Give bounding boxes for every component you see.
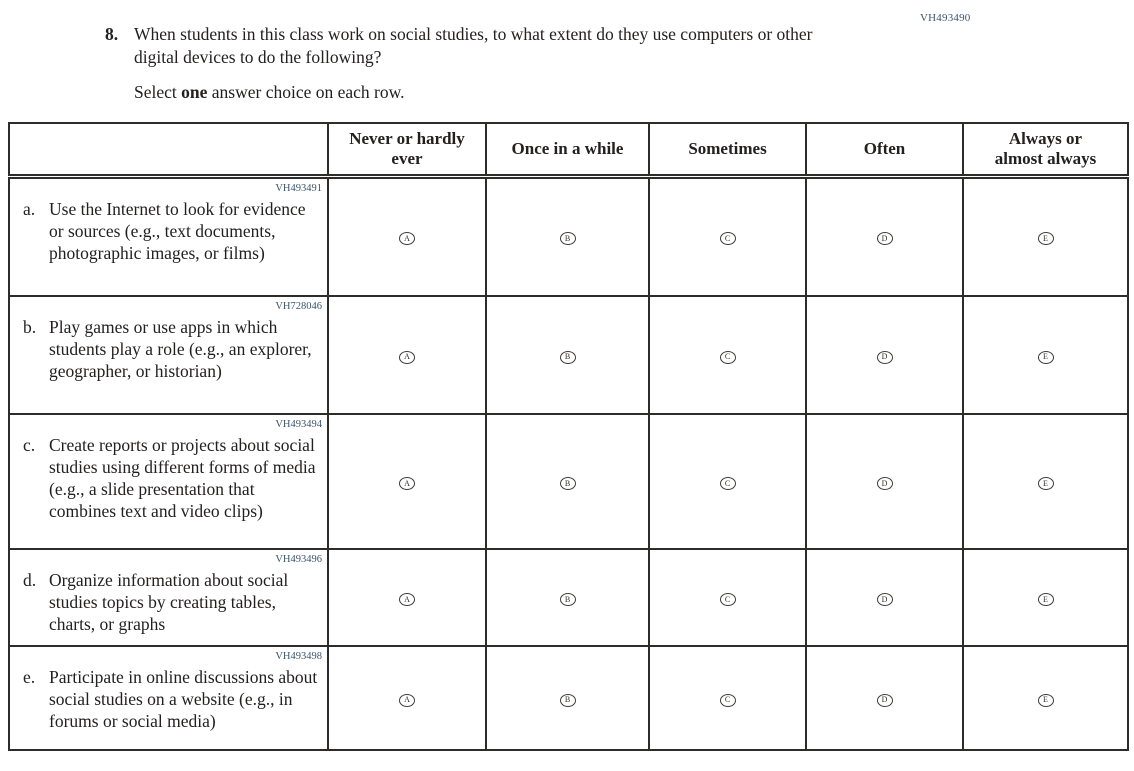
row-label-cell-e <box>9 646 328 750</box>
row-letter-d: d. <box>23 570 37 590</box>
question-block <box>105 23 835 104</box>
answer-cell-b-once <box>486 296 649 414</box>
row-code-e: VH493498 <box>275 651 322 662</box>
table-row-b <box>9 296 1128 414</box>
response-matrix-table <box>8 122 1129 751</box>
answer-bubble-a-D[interactable]: D <box>877 232 893 245</box>
answer-cell-e-sometimes <box>649 646 806 750</box>
row-code-a: VH493491 <box>275 182 322 194</box>
row-text-b: Play games or use apps in which students play a role (e.g., an explorer, geographer, or historian) <box>49 317 312 381</box>
answer-bubble-e-E[interactable]: E <box>1038 694 1054 707</box>
answer-cell-d-never <box>328 549 486 646</box>
question-text: When students in this class work on social studies, to what extent do they use computers or other digital devices to do the following? <box>134 24 813 67</box>
row-letter-b: b. <box>23 317 37 337</box>
column-header-sometimes: Sometimes <box>649 123 806 176</box>
answer-cell-c-always <box>963 414 1128 549</box>
answer-cell-a-never <box>328 176 486 296</box>
instruction-bold-word: one <box>181 82 208 102</box>
answer-bubble-e-D[interactable]: D <box>877 694 893 707</box>
answer-cell-b-never <box>328 296 486 414</box>
table-row-a <box>9 176 1128 296</box>
answer-bubble-a-E[interactable]: E <box>1038 232 1054 245</box>
answer-bubble-b-E[interactable]: E <box>1038 351 1054 364</box>
column-header-never: Never or hardly ever <box>328 123 486 176</box>
instruction-prefix: Select <box>134 82 182 102</box>
header-row <box>9 123 1128 176</box>
answer-cell-d-often <box>806 549 963 646</box>
row-code-c: VH493494 <box>275 419 322 430</box>
answer-cell-a-sometimes <box>649 176 806 296</box>
answer-cell-d-sometimes <box>649 549 806 646</box>
answer-bubble-d-C[interactable]: C <box>720 593 736 606</box>
answer-bubble-c-A[interactable]: A <box>399 477 415 490</box>
answer-cell-c-never <box>328 414 486 549</box>
row-label-cell-d <box>9 549 328 646</box>
answer-bubble-c-E[interactable]: E <box>1038 477 1054 490</box>
answer-cell-c-once <box>486 414 649 549</box>
answer-bubble-e-B[interactable]: B <box>560 694 576 707</box>
empty-header-cell <box>9 123 328 176</box>
answer-cell-b-sometimes <box>649 296 806 414</box>
answer-cell-c-often <box>806 414 963 549</box>
answer-cell-e-often <box>806 646 963 750</box>
answer-bubble-e-C[interactable]: C <box>720 694 736 707</box>
answer-cell-e-never <box>328 646 486 750</box>
answer-cell-e-once <box>486 646 649 750</box>
question-instruction <box>134 81 835 104</box>
row-letter-a: a. <box>23 198 36 219</box>
column-header-often: Often <box>806 123 963 176</box>
answer-cell-c-sometimes <box>649 414 806 549</box>
answer-bubble-a-C[interactable]: C <box>720 232 736 245</box>
answer-cell-e-always <box>963 646 1128 750</box>
row-text-d: Organize information about social studies topics by creating tables, charts, or graphs <box>49 570 289 634</box>
answer-cell-a-once <box>486 176 649 296</box>
answer-bubble-e-A[interactable]: A <box>399 694 415 707</box>
answer-cell-a-always <box>963 176 1128 296</box>
answer-cell-d-always <box>963 549 1128 646</box>
column-header-once-in-a-while: Once in a while <box>486 123 649 176</box>
answer-cell-b-often <box>806 296 963 414</box>
table-row-d <box>9 549 1128 646</box>
row-code-b: VH728046 <box>275 301 322 312</box>
question-number: 8. <box>105 24 119 44</box>
row-text-a: Use the Internet to look for evidence or sources (e.g., text documents, photographic images, or films) <box>49 198 306 263</box>
answer-bubble-d-A[interactable]: A <box>399 593 415 606</box>
row-letter-e: e. <box>23 667 36 687</box>
row-label-cell-b <box>9 296 328 414</box>
row-letter-c: c. <box>23 435 36 455</box>
answer-bubble-d-B[interactable]: B <box>560 593 576 606</box>
answer-bubble-a-A[interactable]: A <box>399 232 415 245</box>
row-text-c: Create reports or projects about social studies using different forms of media (e.g., a slide presentation that combines text and video clips) <box>49 435 316 521</box>
answer-bubble-c-B[interactable]: B <box>560 477 576 490</box>
answer-bubble-b-D[interactable]: D <box>877 351 893 364</box>
answer-bubble-c-D[interactable]: D <box>877 477 893 490</box>
answer-bubble-c-C[interactable]: C <box>720 477 736 490</box>
instruction-suffix: answer choice on each row. <box>207 82 405 102</box>
answer-cell-b-always <box>963 296 1128 414</box>
answer-cell-a-often <box>806 176 963 296</box>
answer-bubble-b-B[interactable]: B <box>560 351 576 364</box>
row-code-d: VH493496 <box>275 554 322 565</box>
answer-bubble-b-C[interactable]: C <box>720 351 736 364</box>
answer-cell-d-once <box>486 549 649 646</box>
answer-bubble-d-D[interactable]: D <box>877 593 893 606</box>
answer-bubble-a-B[interactable]: B <box>560 232 576 245</box>
form-code: VH493490 <box>920 12 971 24</box>
column-header-always: Always or almost always <box>963 123 1128 176</box>
row-label-cell-a <box>9 176 328 296</box>
row-text-e: Participate in online discussions about social studies on a website (e.g., in forums or social media) <box>49 667 318 731</box>
row-label-cell-c <box>9 414 328 549</box>
answer-bubble-b-A[interactable]: A <box>399 351 415 364</box>
table-row-c <box>9 414 1128 549</box>
table-row-e <box>9 646 1128 750</box>
answer-bubble-d-E[interactable]: E <box>1038 593 1054 606</box>
